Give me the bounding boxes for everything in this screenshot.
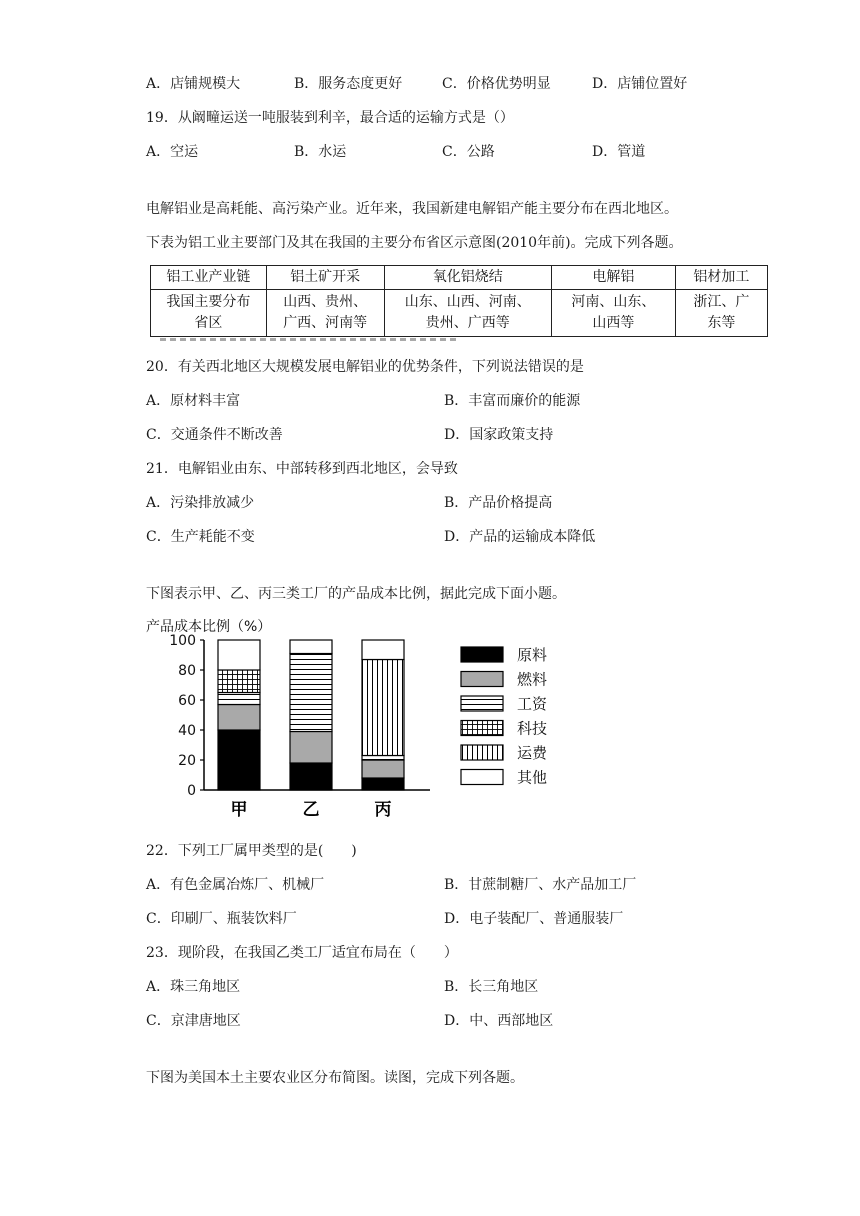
q18-option-a: A．店铺规模大 <box>146 76 241 92</box>
legend-label: 科技 <box>517 719 548 738</box>
q21-option-a: A．污染排放减少 <box>146 495 255 511</box>
q20-option-a: A．原材料丰富 <box>146 393 241 409</box>
q23-option-c: C．京津唐地区 <box>146 1013 241 1029</box>
q22-option-d: D．电子装配厂、普通服装厂 <box>444 911 624 927</box>
q20-option-d: D．国家政策支持 <box>444 427 554 443</box>
chart-title: 产品成本比例（%） <box>146 619 272 635</box>
legend-swatch <box>461 721 503 736</box>
y-tick-label: 60 <box>178 693 196 709</box>
q22-option-a: A．有色金属冶炼厂、机械厂 <box>146 877 325 893</box>
bar-segment-科技 <box>218 670 260 693</box>
y-tick-label: 0 <box>187 783 196 799</box>
q21-option-d: D．产品的运输成本降低 <box>444 529 596 545</box>
table-header-cell: 铝工业产业链 <box>151 266 267 290</box>
bar-segment-燃料 <box>362 760 404 778</box>
bar-segment-原料 <box>290 763 332 790</box>
q19-option-a: A．空运 <box>146 144 199 160</box>
q22-option-c: C．印刷厂、瓶装饮料厂 <box>146 911 297 927</box>
y-tick-label: 40 <box>178 723 196 739</box>
q18-option-b: B．服务态度更好 <box>294 76 403 92</box>
x-category-label: 丙 <box>374 800 392 820</box>
q18-option-c: C．价格优势明显 <box>442 76 551 92</box>
bar-segment-运费 <box>362 660 404 756</box>
q23-option-d: D．中、西部地区 <box>444 1013 554 1029</box>
legend-label: 燃料 <box>517 670 548 689</box>
question-19-stem: 19．从阚疃运送一吨服装到利辛，最合适的运输方式是（） <box>146 110 514 126</box>
aluminum-intro-2: 下表为铝工业主要部门及其在我国的主要分布省区示意图(2010年前)。完成下列各题。 <box>146 235 683 251</box>
table-row-label: 我国主要分布 省区 <box>151 290 267 337</box>
table-header-cell: 氧化铝烧结 <box>384 266 551 290</box>
question-21-stem: 21．电解铝业由东、中部转移到西北地区，会导致 <box>146 461 458 477</box>
bar-segment-工资 <box>290 654 332 732</box>
legend-swatch <box>461 696 503 711</box>
bar-segment-燃料 <box>218 705 260 731</box>
cropped-text-remnant <box>150 336 768 341</box>
table-cell: 河南、山东、 山西等 <box>551 290 675 337</box>
factory-intro: 下图表示甲、乙、丙三类工厂的产品成本比例，据此完成下面小题。 <box>146 586 566 602</box>
legend-label: 工资 <box>517 695 548 713</box>
q19-option-d: D．管道 <box>592 144 646 160</box>
bar-segment-原料 <box>362 778 404 790</box>
q19-option-b: B．水运 <box>294 144 347 160</box>
table-cell: 山东、山西、河南、 贵州、广西等 <box>384 290 551 337</box>
cost-ratio-chart <box>140 612 570 827</box>
table-header-cell: 电解铝 <box>551 266 675 290</box>
legend-label: 原料 <box>517 646 548 664</box>
table-cell: 山西、贵州、 广西、河南等 <box>266 290 384 337</box>
bar-segment-工资 <box>362 756 404 761</box>
aluminum-industry-table <box>150 265 768 337</box>
q18-option-d: D．店铺位置好 <box>592 76 688 92</box>
bar-segment-其他 <box>362 640 404 660</box>
q20-option-c: C．交通条件不断改善 <box>146 427 283 443</box>
y-tick-label: 100 <box>169 633 196 649</box>
question-20-stem: 20．有关西北地区大规模发展电解铝业的优势条件，下列说法错误的是 <box>146 359 584 375</box>
legend-label: 其他 <box>517 768 548 787</box>
x-category-label: 甲 <box>230 800 248 820</box>
bar-segment-原料 <box>218 730 260 790</box>
question-22-stem: 22．下列工厂属甲类型的是( ) <box>146 843 357 859</box>
q22-option-b: B．甘蔗制糖厂、水产品加工厂 <box>444 877 637 893</box>
bar-segment-其他 <box>290 640 332 654</box>
q21-option-b: B．产品价格提高 <box>444 495 553 511</box>
question-23-stem: 23．现阶段，在我国乙类工厂适宜布局在（ ） <box>146 945 458 961</box>
y-tick-label: 80 <box>178 663 196 679</box>
legend-swatch <box>461 770 503 785</box>
legend-swatch <box>461 745 503 760</box>
table-header-cell: 铝土矿开采 <box>266 266 384 290</box>
q23-option-b: B．长三角地区 <box>444 979 539 995</box>
y-tick-label: 20 <box>178 753 196 769</box>
q23-option-a: A．珠三角地区 <box>146 979 241 995</box>
x-category-label: 乙 <box>302 800 320 820</box>
legend-swatch <box>461 647 503 662</box>
bar-segment-燃料 <box>290 732 332 764</box>
legend-label: 运费 <box>517 744 548 762</box>
usa-agriculture-intro: 下图为美国本土主要农业区分布简图。读图，完成下列各题。 <box>146 1070 524 1086</box>
aluminum-intro-1: 电解铝业是高耗能、高污染产业。近年来，我国新建电解铝产能主要分布在西北地区。 <box>146 201 678 217</box>
legend-swatch <box>461 672 503 687</box>
bar-segment-其他 <box>218 640 260 670</box>
table-header-cell: 铝材加工 <box>675 266 767 290</box>
bar-segment-工资 <box>218 693 260 705</box>
q19-option-c: C．公路 <box>442 144 495 160</box>
q21-option-c: C．生产耗能不变 <box>146 529 255 545</box>
q20-option-b: B．丰富而廉价的能源 <box>444 393 581 409</box>
table-cell: 浙江、广 东等 <box>675 290 767 337</box>
